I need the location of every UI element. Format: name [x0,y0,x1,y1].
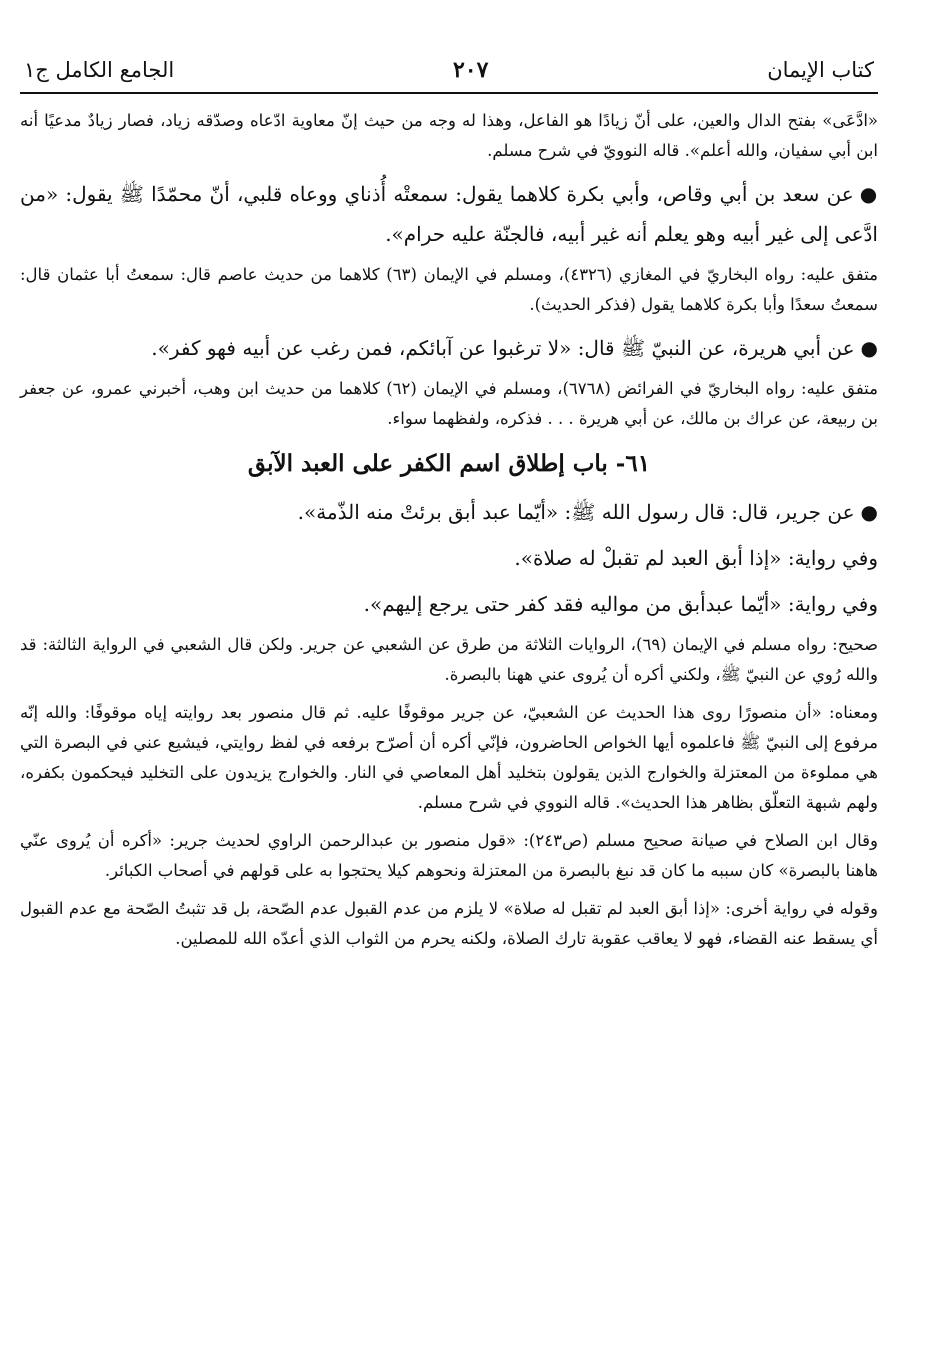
riwaya-line: وفي رواية: «أيّما عبدأبق من مواليه فقد كفر حتى يرجع إليهم». [363,592,878,616]
running-header [20,52,878,88]
hadith-text: عن جرير، قال: قال رسول الله ﷺ: «أيّما عبد أبق برئتْ منه الذّمة». [297,500,855,524]
takhrij-paragraph: متفق عليه: رواه البخاريّ في الفرائض (٦٧٦٨)، ومسلم في الإيمان (٦٢) كلاهما من حديث ابن وهب، أخبرني عمرو، عن جعفر بن ربيعة، عن عراك بن مالك، عن أبي هريرة . . . فذكره، ولفظهما سواء. [20,379,879,428]
chapter-title: كتاب الإيمان [767,58,874,82]
takhrij-paragraph: متفق عليه: رواه البخاريّ في المغازي (٤٣٢٦)، ومسلم في الإيمان (٦٣) كلاهما من حديث عاصم قال: سمعتُ أبا عثمان قال: سمعتُ سعدًا وأبا بكرة كلاهما يقول (فذكر الحديث). [20,265,878,314]
header-rule [20,92,878,94]
hadith-text: عن سعد بن أبي وقاص، وأبي بكرة كلاهما يقول: سمعتْه أُذناي ووعاه قلبي، أنّ محمّدًا ﷺ يقول: «من ادَّعى إلى غير أبيه وهو يعلم أنه غير أبيه، فالجنّة عليه حرام». [20,182,878,246]
bullet-icon: ● [860,500,878,524]
section-heading: ٦١- باب إطلاق اسم الكفر على العبد الآبق [247,450,651,477]
page-number: ٢٠٧ [452,57,489,83]
hadith-paragraph [20,174,878,254]
commentary-paragraph: ومعناه: «أن منصورًا روى هذا الحديث عن الشعبيّ، عن جرير موقوفًا عليه. ثم قال منصور بعد روايته إياه موقوفًا: والله إنّه مرفوع إلى النبيّ ﷺ فاعلموه أيها الخواص الحاضرون، فإنّي أكره أن أصرّح برفعه في لفظ روايتي، فيشيع عني في البصرة التي هي مملوءة من المعتزلة والخوارج الذين يقولون بتخليد أهل المعاصي في النار. والخوارج يزيدون على التخليد فيحكمون بكفره، ولهم شبهة التعلّق بظاهر هذا الحديث». قاله النووي في شرح مسلم. [20,703,879,812]
bullet-icon: ● [860,336,878,360]
hadith-text: عن أبي هريرة، عن النبيّ ﷺ قال: «لا ترغبوا عن آبائكم، فمن رغب عن أبيه فهو كفر». [151,336,855,360]
hadith-paragraph [20,328,878,368]
commentary-paragraph: وقال ابن الصلاح في صيانة صحيح مسلم (ص٢٤٣): «قول منصور بن عبدالرحمن الراوي لحديث جرير: «أكره أن يُروى عنّي هاهنا بالبصرة» كان سببه ما كان قد نبغ بالبصرة من المعتزلة ونحوهم كيلا يحتجوا به على قولهم في أصحاب الكبائر. [20,831,878,880]
hadith-paragraph [20,492,878,532]
book-title: الجامع الكامل ج١ [24,58,175,82]
bullet-icon: ● [859,182,878,206]
riwaya-line: وفي رواية: «إذا أبق العبد لم تقبلْ له صلاة». [514,546,878,570]
commentary-paragraph: «ادَّعَى» بفتح الدال والعين، على أنّ زيادًا هو الفاعل، وهذا له وجه من حيث إنّ معاوية ادّعاه وصدّقه زياد، فصار زيادٌ مدعيًا أنه ابن أبي سفيان، والله أعلم». قاله النوويّ في شرح مسلم. [20,111,878,160]
takhrij-paragraph: صحيح: رواه مسلم في الإيمان (٦٩)، الروايات الثلاثة من طرق عن الشعبي عن جرير. ولكن قال الشعبي في الرواية الثالثة: قد والله رُوي عن النبيّ ﷺ، ولكني أكره أن يُروى عني ههنا بالبصرة. [20,635,879,684]
commentary-paragraph: وقوله في رواية أخرى: «إذا أبق العبد لم تقبل له صلاة» لا يلزم من عدم القبول عدم الصّحة، بل قد تثبتُ الصّحة مع عدم القبول أي يسقط عنه القضاء، فهو لا يعاقب عقوبة تارك الصلاة، ولكنه يحرم من الثواب الذي أعدّه الله للمصلين. [20,899,878,948]
book-page [20,52,878,962]
